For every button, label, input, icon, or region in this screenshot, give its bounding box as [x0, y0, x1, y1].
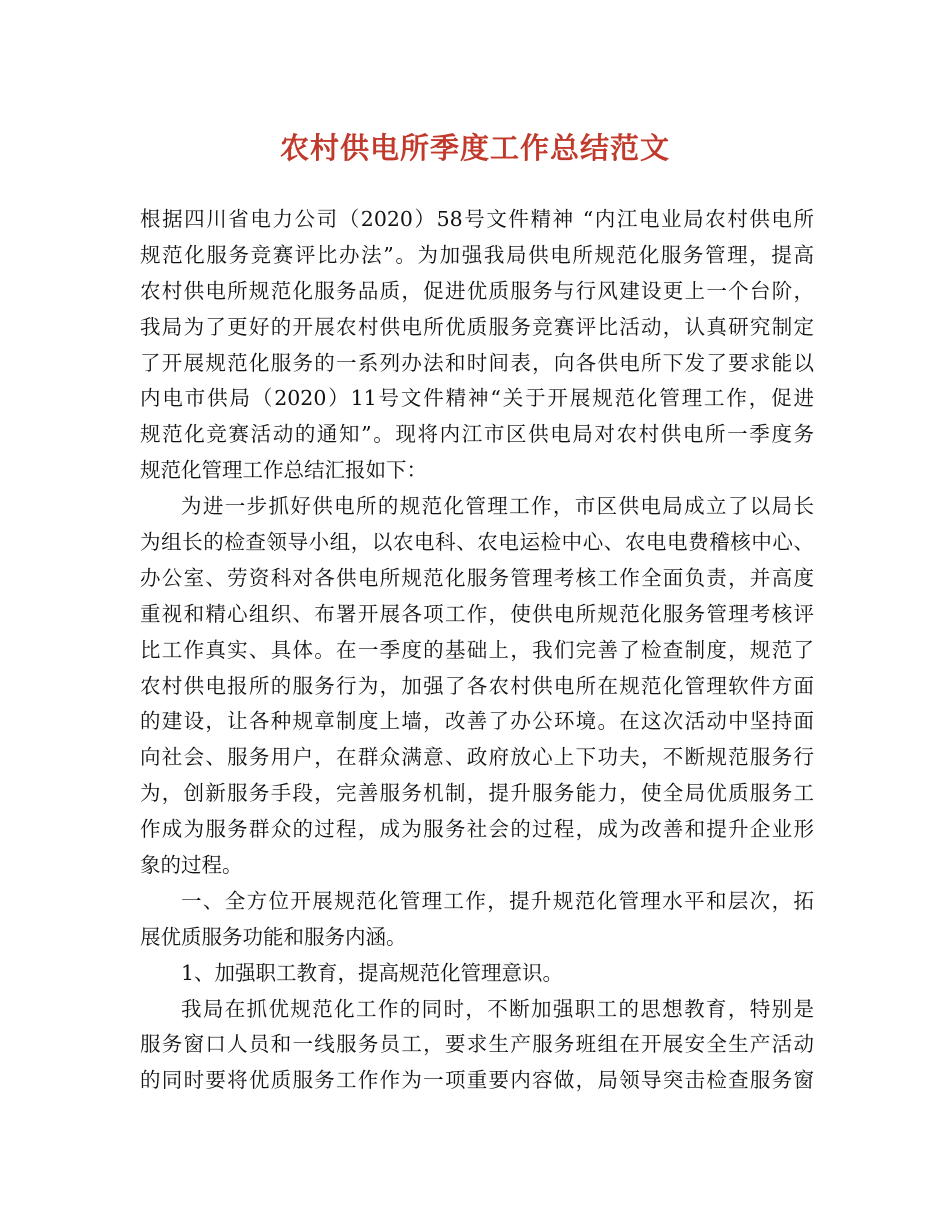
- text-line: 重视和精心组织、布署开展各项工作，使供电所规范化服务管理考核评: [140, 601, 814, 626]
- text-line: 的建设，让各种规章制度上墙，改善了办公环境。在这次活动中坚持面: [140, 709, 814, 734]
- document-body: [140, 202, 814, 1099]
- text-line: 根据四川省电力公司（2020）58号文件精神 “内江电业局农村供电所: [140, 207, 814, 231]
- text-line: 的同时要将优质服务工作作为一项重要内容做，局领导突击检查服务窗: [140, 1068, 814, 1093]
- text-line: 农村供电所规范化服务品质，促进优质服务与行风建设更上一个台阶，: [140, 278, 814, 303]
- text-line: 规范化管理工作总结汇报如下：: [140, 458, 427, 483]
- text-line: 向社会、服务用户，在群众满意、政府放心上下功夫，不断规范服务行: [140, 745, 814, 770]
- text-line: 作成为服务群众的过程，成为服务社会的过程，成为改善和提升企业形: [140, 817, 814, 842]
- text-line: 了开展规范化服务的一系列办法和时间表，向各供电所下发了要求能以: [140, 350, 814, 375]
- text-line: 我局为了更好的开展农村供电所优质服务竞赛评比活动，认真研究制定: [140, 314, 814, 339]
- text-line: 比工作真实、具体。在一季度的基础上，我们完善了检查制度，规范了: [140, 637, 814, 662]
- text-line: 一、全方位开展规范化管理工作，提升规范化管理水平和层次，拓: [181, 888, 814, 913]
- text-line: 展优质服务功能和服务内涵。: [140, 924, 407, 949]
- text-line: 为组长的检查领导小组，以农电科、农电运检中心、农电电费稽核中心、: [140, 530, 814, 555]
- text-line: 为进一步抓好供电所的规范化管理工作，市区供电局成立了以局长: [181, 494, 814, 519]
- text-line: 象的过程。: [140, 853, 243, 878]
- text-line: 我局在抓优规范化工作的同时，不断加强职工的思想教育，特别是: [181, 996, 814, 1021]
- text-line: 规范化竞赛活动的通知”。现将内江市区供电局对农村供电所一季度务: [140, 422, 814, 447]
- text-line: 内电市供局（2020）11号文件精神“关于开展规范化管理工作，促进: [140, 386, 814, 411]
- text-line: 1、加强职工教育，提高规范化管理意识。: [181, 960, 564, 985]
- text-line: 办公室、劳资科对各供电所规范化服务管理考核工作全面负责，并高度: [140, 565, 814, 590]
- text-line: 为，创新服务手段，完善服务机制，提升服务能力，使全局优质服务工: [140, 781, 814, 806]
- text-line: 农村供电报所的服务行为，加强了各农村供电所在规范化管理软件方面: [140, 673, 814, 698]
- text-line: 规范化服务竞赛评比办法”。为加强我局供电所规范化服务管理，提高: [140, 242, 814, 267]
- text-line: 服务窗口人员和一线服务员工，要求生产服务班组在开展安全生产活动: [140, 1032, 814, 1057]
- document-title: 农村供电所季度工作总结范文: [279, 131, 670, 165]
